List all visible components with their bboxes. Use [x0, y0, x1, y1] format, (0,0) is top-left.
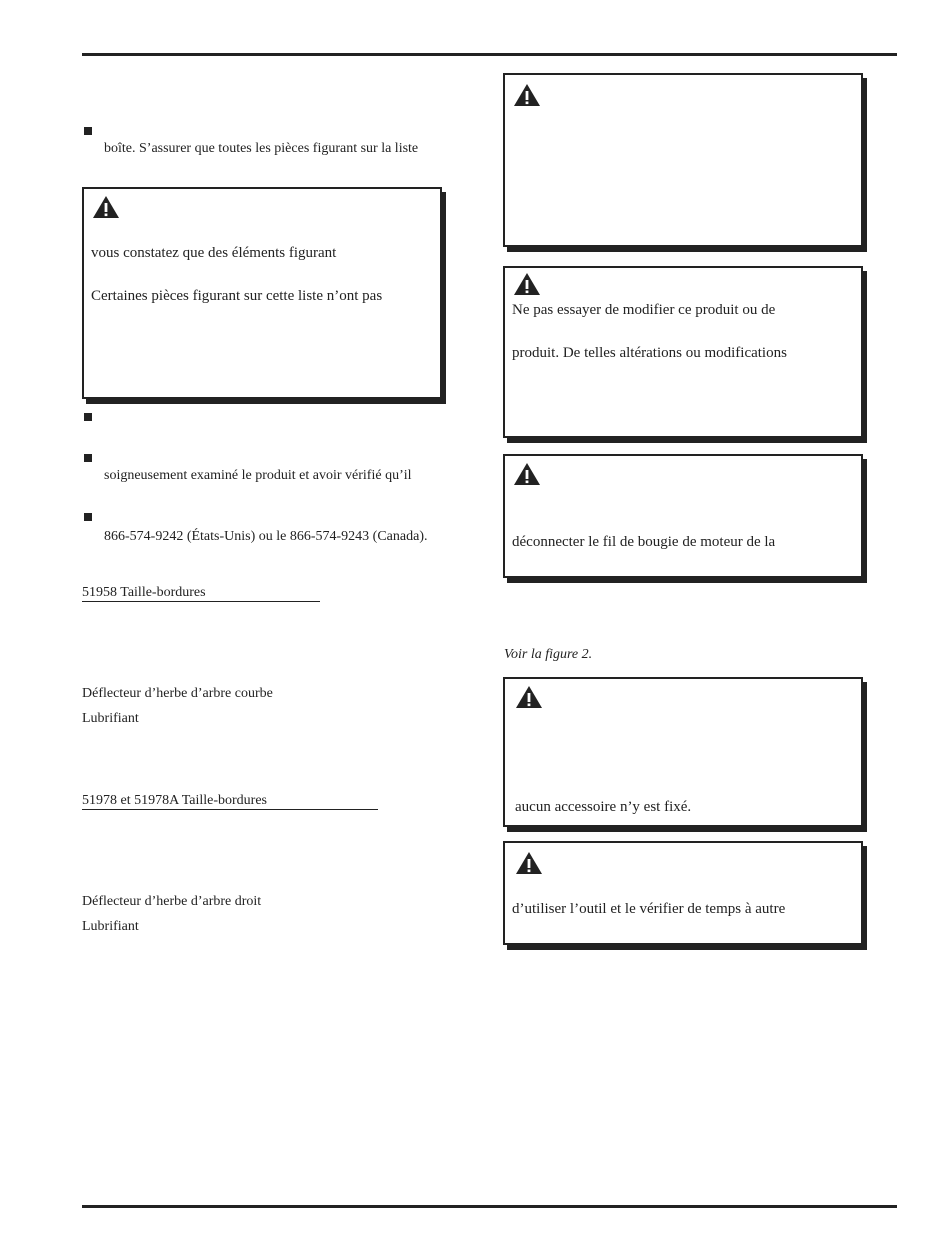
section-1-heading	[82, 585, 320, 602]
warning-2-line-1: Ne pas essayer de modifier ce produit ou de	[512, 302, 776, 318]
bullet-4	[84, 513, 92, 521]
bullet-3-text: soigneusement examiné le produit et avoir vérifié qu’il	[104, 468, 412, 483]
bullet-3	[84, 454, 92, 462]
section-2-item-2: Lubrifiant	[82, 919, 139, 934]
warning-icon	[92, 195, 120, 219]
bullet-4-text: 866-574-9242 (États-Unis) ou le 866-574-9243 (Canada).	[104, 529, 428, 544]
warning-icon	[513, 83, 541, 107]
warning-4-line-1: aucun accessoire n’y est fixé.	[515, 799, 692, 815]
warning-box-parts-list	[82, 187, 442, 399]
bullet-2	[84, 413, 92, 421]
warning-icon	[515, 685, 543, 709]
warning-1-line-1: vous constatez que des éléments figurant	[91, 245, 337, 261]
section-2-heading-text: 51978 et 51978A Taille-bordures	[82, 793, 268, 808]
bullet-1	[84, 127, 92, 135]
section-1-item-2: Lubrifiant	[82, 711, 139, 726]
warning-box-spark-plug	[503, 454, 863, 578]
figure-reference: Voir la figure 2.	[504, 647, 593, 662]
section-1-item-1: Déflecteur d’herbe d’arbre courbe	[82, 686, 273, 701]
section-1-heading-text: 51958 Taille-bordures	[82, 585, 206, 600]
warning-icon	[513, 272, 541, 296]
bullet-1-text: boîte. S’assurer que toutes les pièces figurant sur la liste	[104, 141, 419, 156]
warning-1-line-2: Certaines pièces figurant sur cette liste n’ont pas	[91, 288, 383, 304]
section-2-item-1: Déflecteur d’herbe d’arbre droit	[82, 894, 262, 909]
section-2-heading	[82, 793, 378, 810]
warning-icon	[513, 462, 541, 486]
warning-3-line-1: déconnecter le fil de bougie de moteur de la	[512, 534, 776, 550]
warning-box-accessory	[503, 677, 863, 827]
warning-icon	[515, 851, 543, 875]
warning-2-line-2: produit. De telles altérations ou modifications	[512, 345, 787, 361]
warning-box-top	[503, 73, 863, 247]
warning-box-modification	[503, 266, 863, 438]
top-rule	[82, 53, 897, 56]
bottom-rule	[82, 1205, 897, 1208]
warning-5-line-1: d’utiliser l’outil et le vérifier de temps à autre	[512, 901, 786, 917]
warning-box-inspect	[503, 841, 863, 945]
